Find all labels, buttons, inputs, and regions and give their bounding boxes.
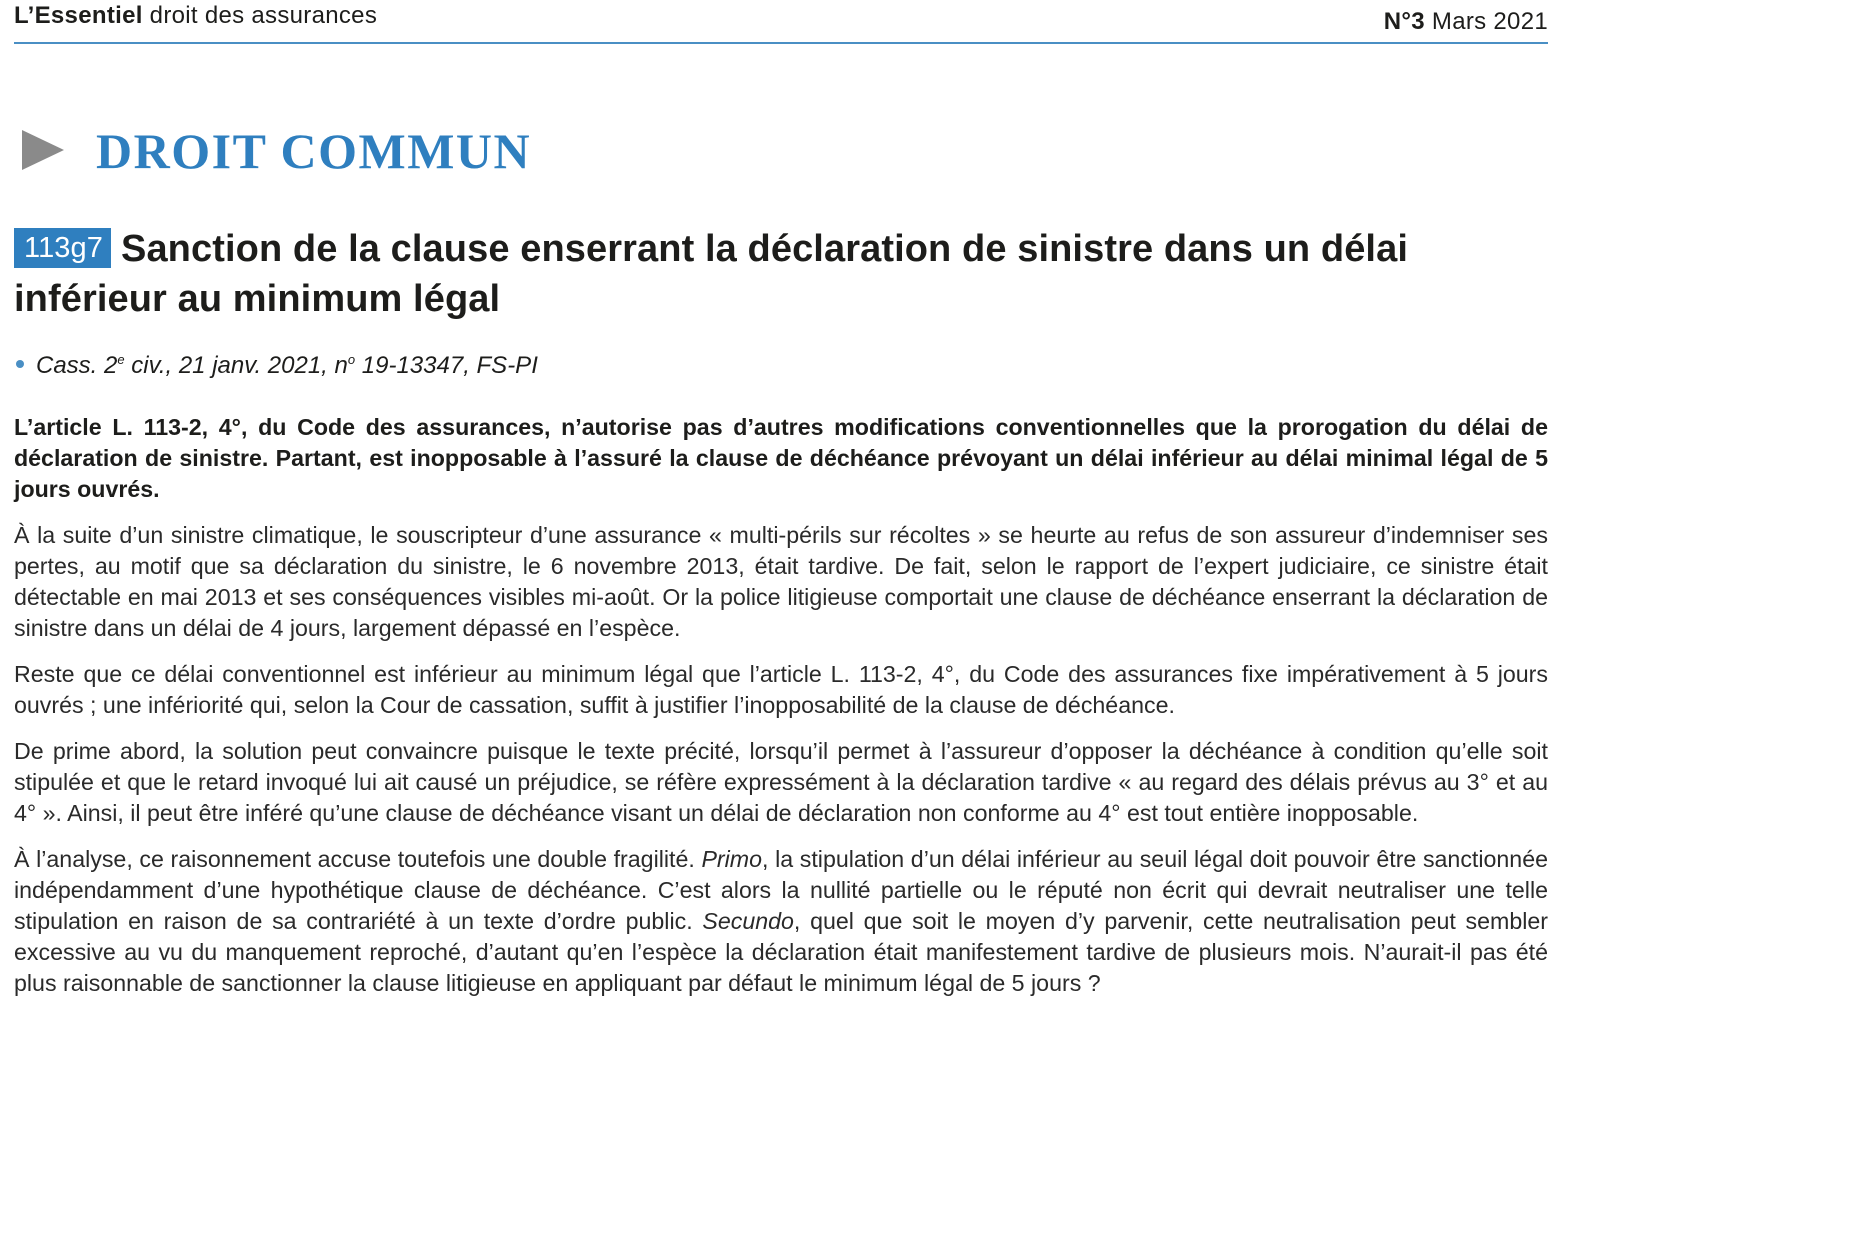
running-header	[14, 0, 1548, 44]
citation-part-3: 19-13347, FS-PI	[355, 352, 538, 379]
article-title	[14, 224, 1454, 324]
paragraph-4-part-c: , la stipulation d’un délai inférieur au seuil légal doit pouvoir être sanctionnée indépendamment d’une hypothétique clause de déchéance. C’est alors la nullité partielle ou le réputé non écrit qui devrait neutraliser une telle stipulation en raison de sa contrariété à un texte d’ordre public.	[14, 846, 1548, 934]
bullet-icon	[16, 360, 24, 368]
paragraph-4-primo: Primo	[701, 846, 762, 872]
publication-subtitle: droit des assurances	[142, 2, 378, 29]
publication-brand: L’Essentiel	[14, 2, 143, 29]
section-title: DROIT COMMUN	[96, 123, 532, 179]
article-ref-tag: 113g7	[14, 228, 111, 268]
citation-sup-2: o	[347, 352, 356, 367]
article-title-text: Sanction de la clause enserrant la déclaration de sinistre dans un délai inférieur au minimum légal	[14, 228, 1408, 320]
paragraph-4	[14, 844, 1548, 999]
paragraph-3: De prime abord, la solution peut convaincre puisque le texte précité, lorsqu’il permet à l’assureur d’opposer la déchéance à condition qu’elle soit stipulée et que le retard invoqué lui ait causé un préjudice, se réfère expressément à la déclaration tardive « au regard des délais prévus au 3° et au 4° ». Ainsi, il peut être inféré qu’une clause de déchéance visant un délai de déclaration non conforme au 4° est tout entière inopposable.	[14, 738, 1548, 826]
article-body	[14, 520, 1548, 1014]
paragraph-4-secundo: Secundo	[702, 908, 794, 934]
article-lead: L’article L. 113-2, 4°, du Code des assurances, n’autorise pas d’autres modifications conventionnelles que la prorogation du délai de déclaration de sinistre. Partant, est inopposable à l’assuré la clause de déchéance prévoyant un délai inférieur au délai minimal légal de 5 jours ouvrés.	[14, 414, 1548, 502]
paragraph-2: Reste que ce délai conventionnel est inférieur au minimum légal que l’article L. 113-2, 4°, du Code des assurances fixe impérativement à 5 jours ouvrés ; une infériorité qui, selon la Cour de cassation, suffit à justifier l’inopposabilité de la clause de déchéance.	[14, 661, 1548, 718]
citation-sup-1: e	[117, 352, 125, 367]
case-citation	[14, 352, 538, 380]
publication-name	[14, 2, 377, 30]
issue-number: N°3	[1383, 8, 1425, 35]
citation-part-2: civ., 21 janv. 2021, n	[124, 352, 348, 379]
paragraph-4-part-e: , quel que soit le moyen d’y parvenir, cette neutralisation peut sembler excessive au vu du manquement reproché, d’autant qu’en l’espèce la déclaration était manifestement tardive de plusieurs mois. N’aurait-il pas été plus raisonnable de sanctionner la clause litigieuse en appliquant par défaut le minimum légal de 5 jours ?	[14, 908, 1548, 996]
paragraph-1: À la suite d’un sinistre climatique, le souscripteur d’une assurance « multi-périls sur récoltes » se heurte au refus de son assureur d’indemniser ses pertes, au motif que sa déclaration du sinistre, le 6 novembre 2013, était tardive. De fait, selon le rapport de l’expert judiciaire, ce sinistre était détectable en mai 2013 et ses conséquences visibles mi-août. Or la police litigieuse comportait une clause de déchéance enserrant la déclaration de sinistre dans un délai de 4 jours, largement dépassé en l’espèce.	[14, 522, 1548, 641]
issue-info	[1384, 8, 1548, 36]
citation-part-1: Cass. 2	[36, 352, 118, 379]
issue-date: Mars 2021	[1424, 8, 1548, 35]
play-arrow-icon	[22, 130, 64, 170]
paragraph-4-part-a: À l’analyse, ce raisonnement accuse toutefois une double fragilité.	[14, 846, 702, 872]
